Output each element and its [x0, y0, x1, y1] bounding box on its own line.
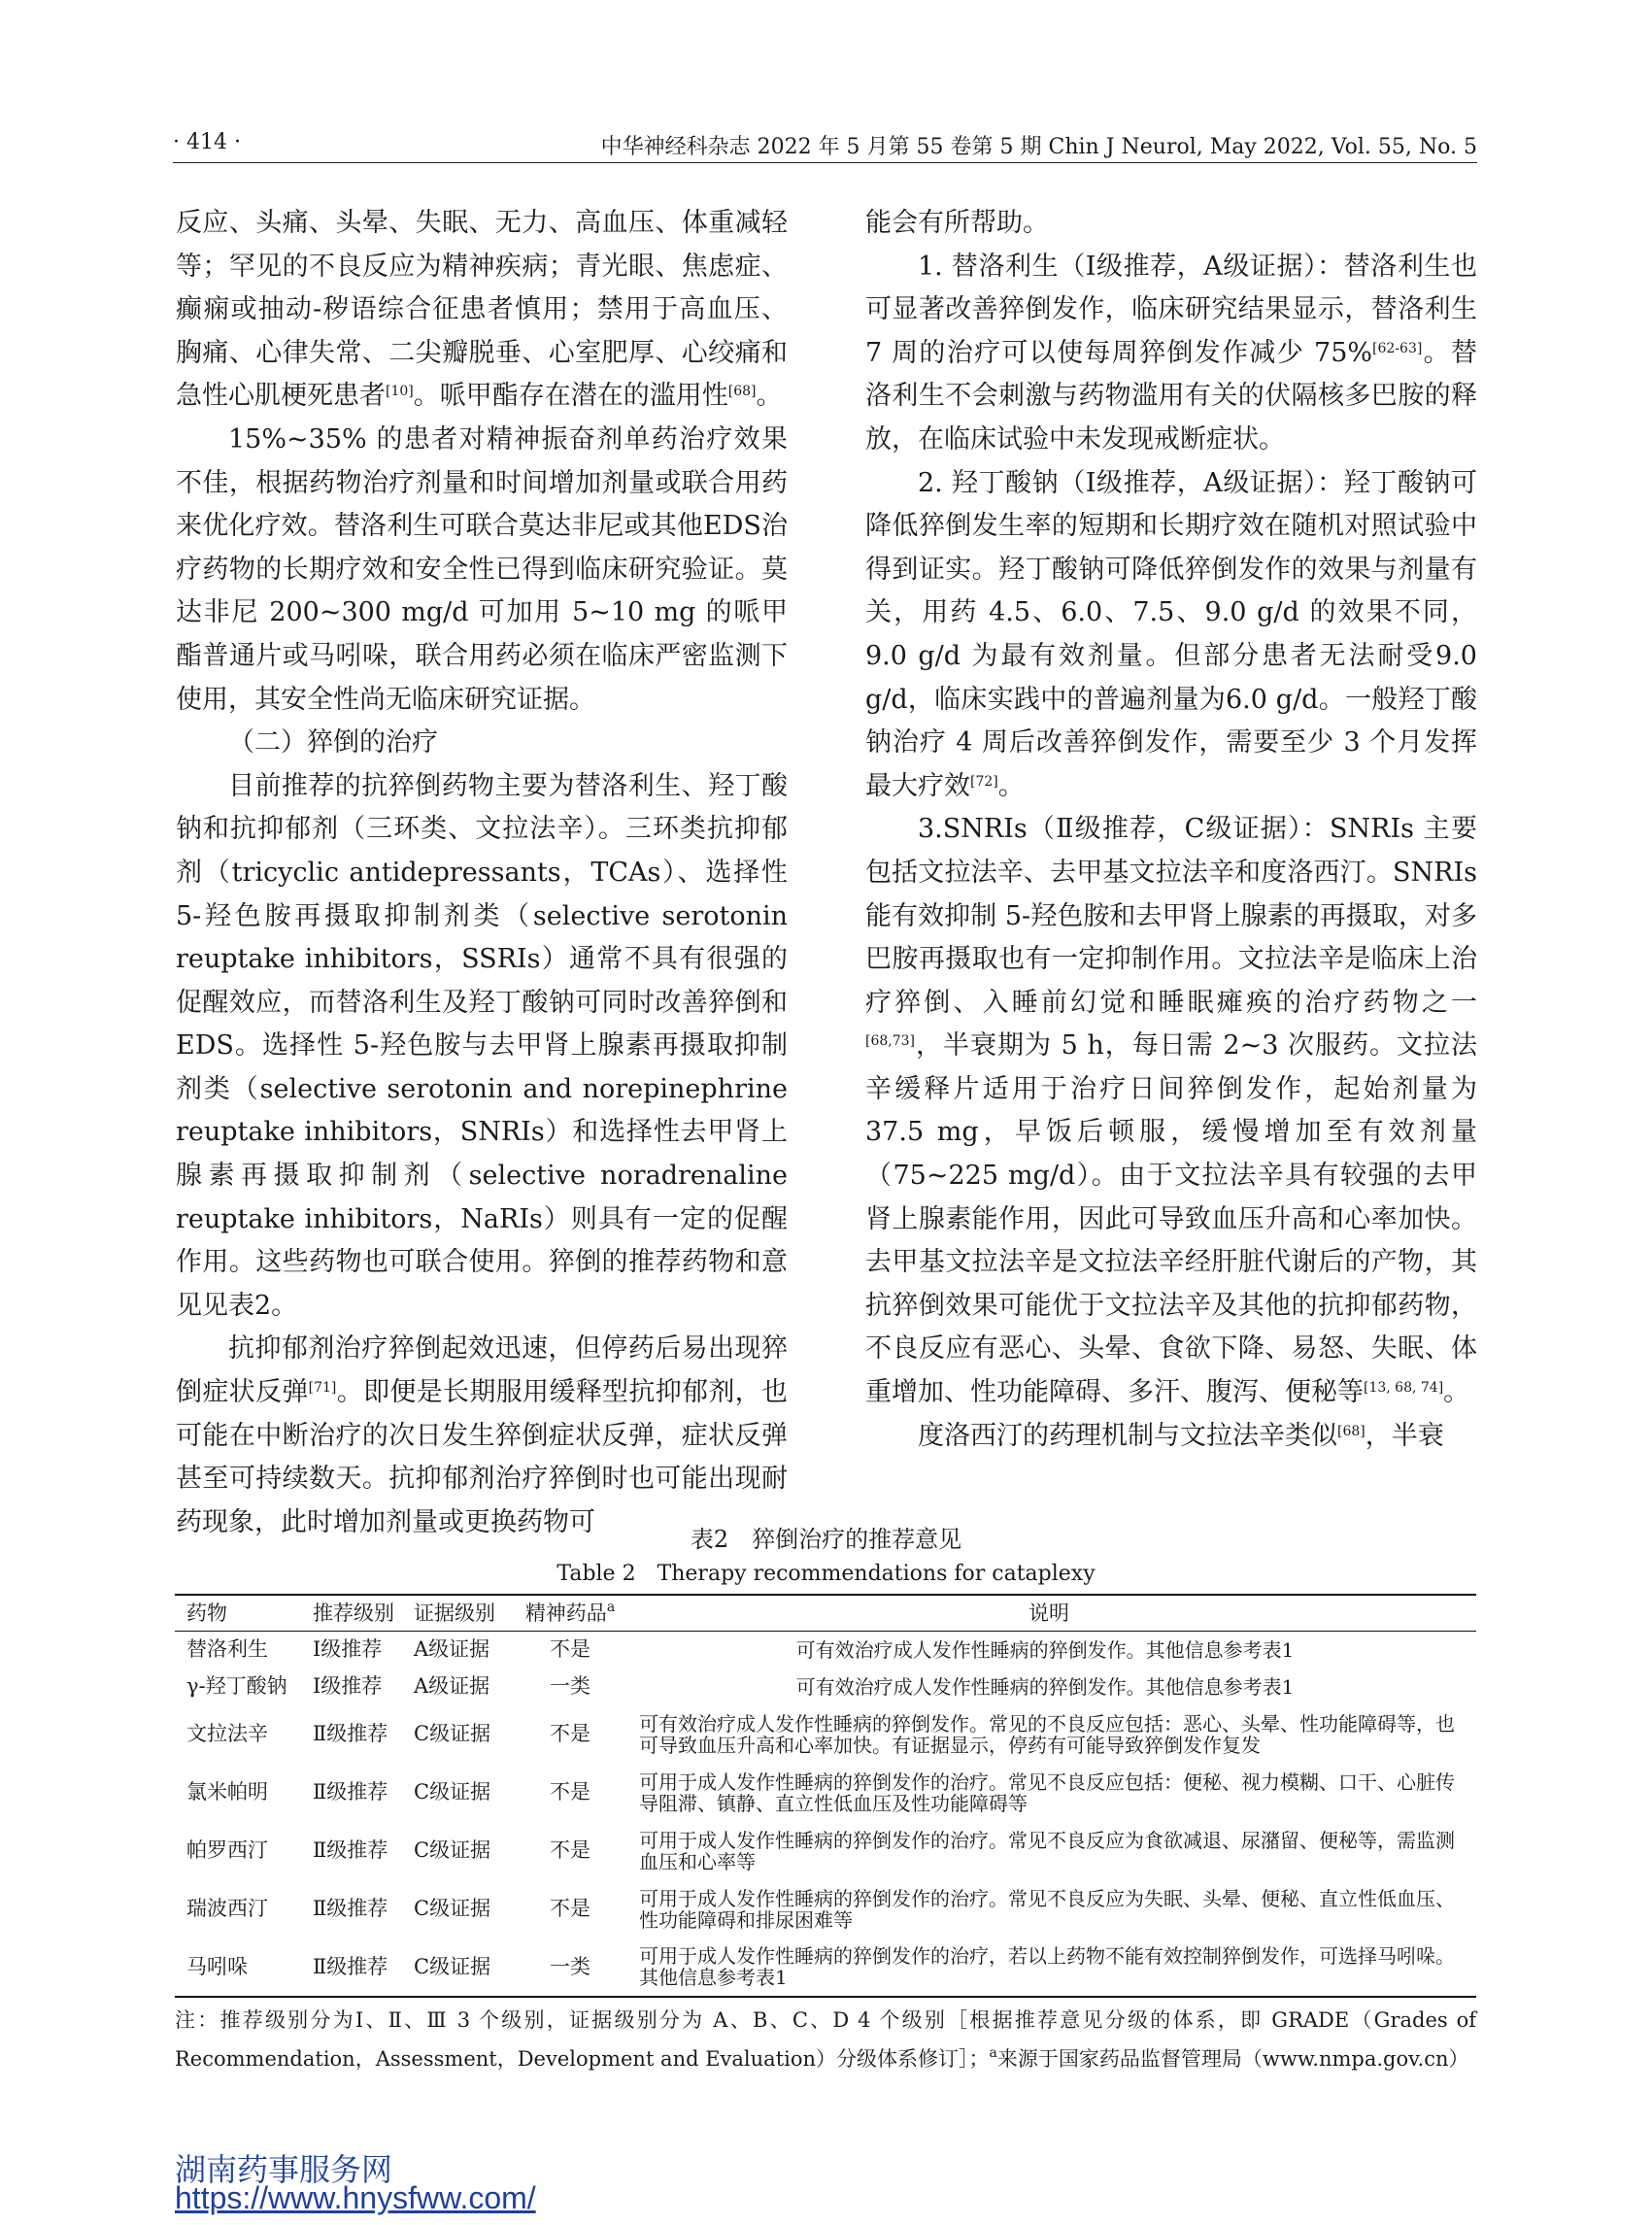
paragraph: 能会有所帮助。: [865, 208, 1049, 238]
section-heading: （二）猝倒的治疗: [228, 727, 438, 759]
table-row: [175, 1669, 1476, 1705]
cell-recommendation: Ⅱ级推荐: [313, 1938, 414, 1997]
paragraph: 度洛西汀的药理机制与文拉法辛类似[68]，半衰: [918, 1420, 1444, 1451]
page-number: · 414 ·: [173, 130, 241, 154]
cell-description: 可用于成人发作性睡病的猝倒发作的治疗。常见不良反应为食欲减退、尿潴留、便秘等，需监测血压和心率等: [639, 1828, 1455, 1873]
table-row: [175, 1880, 1476, 1938]
right-column: [865, 202, 1477, 1458]
cell-evidence: A级证据: [414, 1674, 490, 1698]
table-footnote: 注：推荐级别分为Ⅰ、Ⅱ、Ⅲ 3 个级别，证据级别分为 A、B、C、D 4 个级别［根据推荐意见分级的体系，即 GRADE（Grades of Recommendation，Assessment，Development and Evaluation）分级体系修订］；$^a$来源于国家药品监督管理局（www.nmpa.gov.cn）: [175, 2008, 1476, 2071]
paragraph: 3.SNRIs（Ⅱ级推荐，C级证据）：SNRIs 主要包括文拉法辛、去甲基文拉法辛和度洛西汀。SNRIs能有效抑制 5-羟色胺和去甲肾上腺素的再摄取，对多巴胺再摄取也有一定抑制作用。文拉法辛是临床上治疗猝倒、入睡前幻觉和睡眠瘫痪的治疗药物之一[68,73]，半衰期为 5 h，每日需 2~3 次服药。文拉法辛缓释片适用于治疗日间猝倒发作，起始剂量为 37.5 mg，早饭后顿服，缓慢增加至有效剂量（75~225 mg/d）。由于文拉法辛具有较强的去甲肾上腺素能作用，因此可导致血压升高和心率加快。去甲基文拉法辛是文拉法辛经肝脏代谢后的产物，其抗猝倒效果可能优于文拉法辛及其他的抗抑郁药物，不良反应有恶心、头晕、食欲下降、易怒、失眠、体重增加、性功能障碍、多汗、腹泻、便秘等[13, 68, 74]。: [865, 814, 1477, 1408]
cell-description: 可有效治疗成人发作性睡病的猝倒发作。常见的不良反应包括：恶心、头晕、性功能障碍等，也可导致血压升高和心率加快。有证据显示，停药有可能导致猝倒发作复发: [639, 1711, 1455, 1757]
table-header-row: [175, 1595, 1476, 1632]
table-row: [175, 1938, 1476, 1997]
cell-drug: 氯米帕明: [186, 1780, 268, 1804]
cell-evidence: A级证据: [414, 1637, 490, 1662]
cell-evidence: C级证据: [414, 1722, 491, 1745]
cell-recommendation: Ⅱ级推荐: [313, 1838, 388, 1862]
paragraph: 抗抑郁剂治疗猝倒起效迅速，但停药后易出现猝倒症状反弹[71]。即便是长期服用缓释型抗抑郁剂，也可能在中断治疗的次日发生猝倒症状反弹，症状反弹甚至可持续数天。抗抑郁剂治疗猝倒时也可能出现耐药现象，此时增加剂量或更换药物可: [176, 1333, 789, 1537]
cell-recommendation: Ⅱ级推荐: [313, 1780, 388, 1804]
left-column: [176, 202, 788, 1544]
cell-psychotropic: 不是: [550, 1838, 590, 1862]
paragraph: 15%~35% 的患者对精神振奋剂单药治疗效果不佳，根据药物治疗剂量和时间增加剂量或联合用药来优化疗效。替洛利生可联合莫达非尼或其他EDS治疗药物的长期疗效和安全性已得到临床研究验证。莫达非尼 200~300 mg/d 可加用 5~10 mg 的哌甲酯普通片或马吲哚，联合用药必须在临床严密监测下使用，其安全性尚无临床研究证据。: [176, 423, 788, 715]
cell-psychotropic: 一类: [519, 1938, 622, 1997]
cell-psychotropic: 不是: [550, 1637, 590, 1662]
table-row: [175, 1822, 1476, 1880]
citation: [68,73]: [865, 1033, 916, 1050]
cell-psychotropic: 一类: [550, 1674, 590, 1698]
table-title-en: Table 2 Therapy recommendations for cataplexy: [556, 1562, 1096, 1586]
cell-drug: 替洛利生: [186, 1637, 268, 1662]
cell-evidence: C级证据: [414, 1897, 491, 1920]
cell-description: 可有效治疗成人发作性睡病的猝倒发作。其他信息参考表1: [795, 1637, 1295, 1662]
header-recommendation: 推荐级别: [313, 1595, 414, 1632]
paragraph: 1. 替洛利生（Ⅰ级推荐，A级证据）：替洛利生也可显著改善猝倒发作，临床研究结果显示，替洛利生 7 周的治疗可以使每周猝倒发作减少 75%[62-63]。替洛利生不会刺激与药物滥用有关的伏隔核多巴胺的释放，在临床试验中未发现戒断症状。: [865, 251, 1477, 455]
cell-evidence: C级证据: [414, 1938, 519, 1997]
citation: [71]: [308, 1380, 337, 1397]
watermark-link[interactable]: https://www.hnysfww.com/: [175, 2180, 536, 2215]
table-row: [175, 1764, 1476, 1822]
cell-description: 可用于成人发作性睡病的猝倒发作的治疗。常见不良反应包括：便秘、视力模糊、口干、心脏传导阻滞、镇静、直立性低血压及性功能障碍等: [639, 1770, 1455, 1815]
citation: [68]: [727, 384, 757, 400]
cell-drug: γ-羟丁酸钠: [186, 1674, 287, 1698]
cell-recommendation: Ⅰ级推荐: [313, 1637, 383, 1662]
recommendation-table: [175, 1594, 1476, 1998]
citation: [72]: [970, 773, 998, 790]
cell-recommendation: Ⅰ级推荐: [313, 1674, 383, 1698]
journal-header: 中华神经科杂志 2022 年 5 月第 55 卷第 5 期 Chin J Neurol, May 2022, Vol. 55, No. 5: [600, 135, 1477, 159]
cell-drug: 马吲哚: [175, 1938, 313, 1997]
cell-psychotropic: 不是: [550, 1897, 590, 1920]
citation: [13, 68, 74]: [1364, 1380, 1444, 1397]
cell-drug: 帕罗西汀: [186, 1838, 268, 1862]
cell-psychotropic: 不是: [550, 1780, 590, 1804]
header-psychotropic: 精神药品$^a$: [519, 1595, 622, 1632]
cell-psychotropic: 不是: [550, 1722, 590, 1745]
citation: [62-63]: [1372, 340, 1423, 356]
cell-evidence: C级证据: [414, 1838, 491, 1862]
table-row: [175, 1632, 1476, 1669]
cell-recommendation: Ⅱ级推荐: [313, 1722, 388, 1745]
cell-description: 可用于成人发作性睡病的猝倒发作的治疗。常见不良反应为失眠、头晕、便秘、直立性低血压、性功能障碍和排尿困难等: [639, 1886, 1455, 1932]
cell-drug: 瑞波西汀: [186, 1897, 268, 1920]
cell-recommendation: Ⅱ级推荐: [313, 1897, 388, 1920]
watermark-site-name: 湖南药事服务网: [175, 2152, 393, 2187]
citation: [10]: [386, 384, 414, 400]
table-row: [175, 1705, 1476, 1764]
cell-evidence: C级证据: [414, 1780, 491, 1804]
header-description: 说明: [622, 1595, 1476, 1632]
cell-description: 可用于成人发作性睡病的猝倒发作的治疗，若以上药物不能有效控制猝倒发作，可选择马吲哚。其他信息参考表1: [622, 1938, 1476, 1997]
paragraph: 反应、头痛、头晕、失眠、无力、高血压、体重减轻等；罕见的不良反应为精神疾病；青光眼、焦虑症、癫痫或抽动-秽语综合征患者慎用；禁用于高血压、胸痛、心律失常、二尖瓣脱垂、心室肥厚、心绞痛和急性心肌梗死患者[10]。哌甲酯存在潜在的滥用性[68]。: [176, 208, 788, 412]
paragraph: 目前推荐的抗猝倒药物主要为替洛利生、羟丁酸钠和抗抑郁剂（三环类、文拉法辛）。三环类抗抑郁剂（tricyclic antidepressants，TCAs）、选择性 5-羟色胺再摄取抑制剂类（selective serotonin reuptake inhibitors，SSRIs）通常不具有很强的促醒效应，而替洛利生及羟丁酸钠可同时改善猝倒和EDS。选择性 5-羟色胺与去甲肾上腺素再摄取抑制剂类（selective serotonin and norepinephrine reuptake inhibitors，SNRIs）和选择性去甲肾上腺素再摄取抑制剂（selective noradrenaline reuptake inhibitors，NaRIs）则具有一定的促醒作用。这些药物也可联合使用。猝倒的推荐药物和意见见表2。: [176, 770, 788, 1321]
paragraph: 2. 羟丁酸钠（Ⅰ级推荐，A级证据）：羟丁酸钠可降低猝倒发生率的短期和长期疗效在随机对照试验中得到证实。羟丁酸钠可降低猝倒发作的效果与剂量有关，用药 4.5、6.0、7.5、9.0 g/d 的效果不同，9.0 g/d 为最有效剂量。但部分患者无法耐受9.0 g/d，临床实践中的普遍剂量为6.0 g/d。一般羟丁酸钠治疗 4 周后改善猝倒发作，需要至少 3 个月发挥最大疗效[72]。: [865, 467, 1477, 801]
header-rule: [173, 162, 1477, 163]
cell-drug: 文拉法辛: [186, 1722, 268, 1745]
header-drug: 药物: [175, 1595, 313, 1632]
header-evidence: 证据级别: [414, 1595, 519, 1632]
cell-description: 可有效治疗成人发作性睡病的猝倒发作。其他信息参考表1: [795, 1674, 1295, 1699]
table-title-cn: 表2 猝倒治疗的推荐意见: [690, 1526, 962, 1553]
citation: [68]: [1337, 1423, 1365, 1439]
